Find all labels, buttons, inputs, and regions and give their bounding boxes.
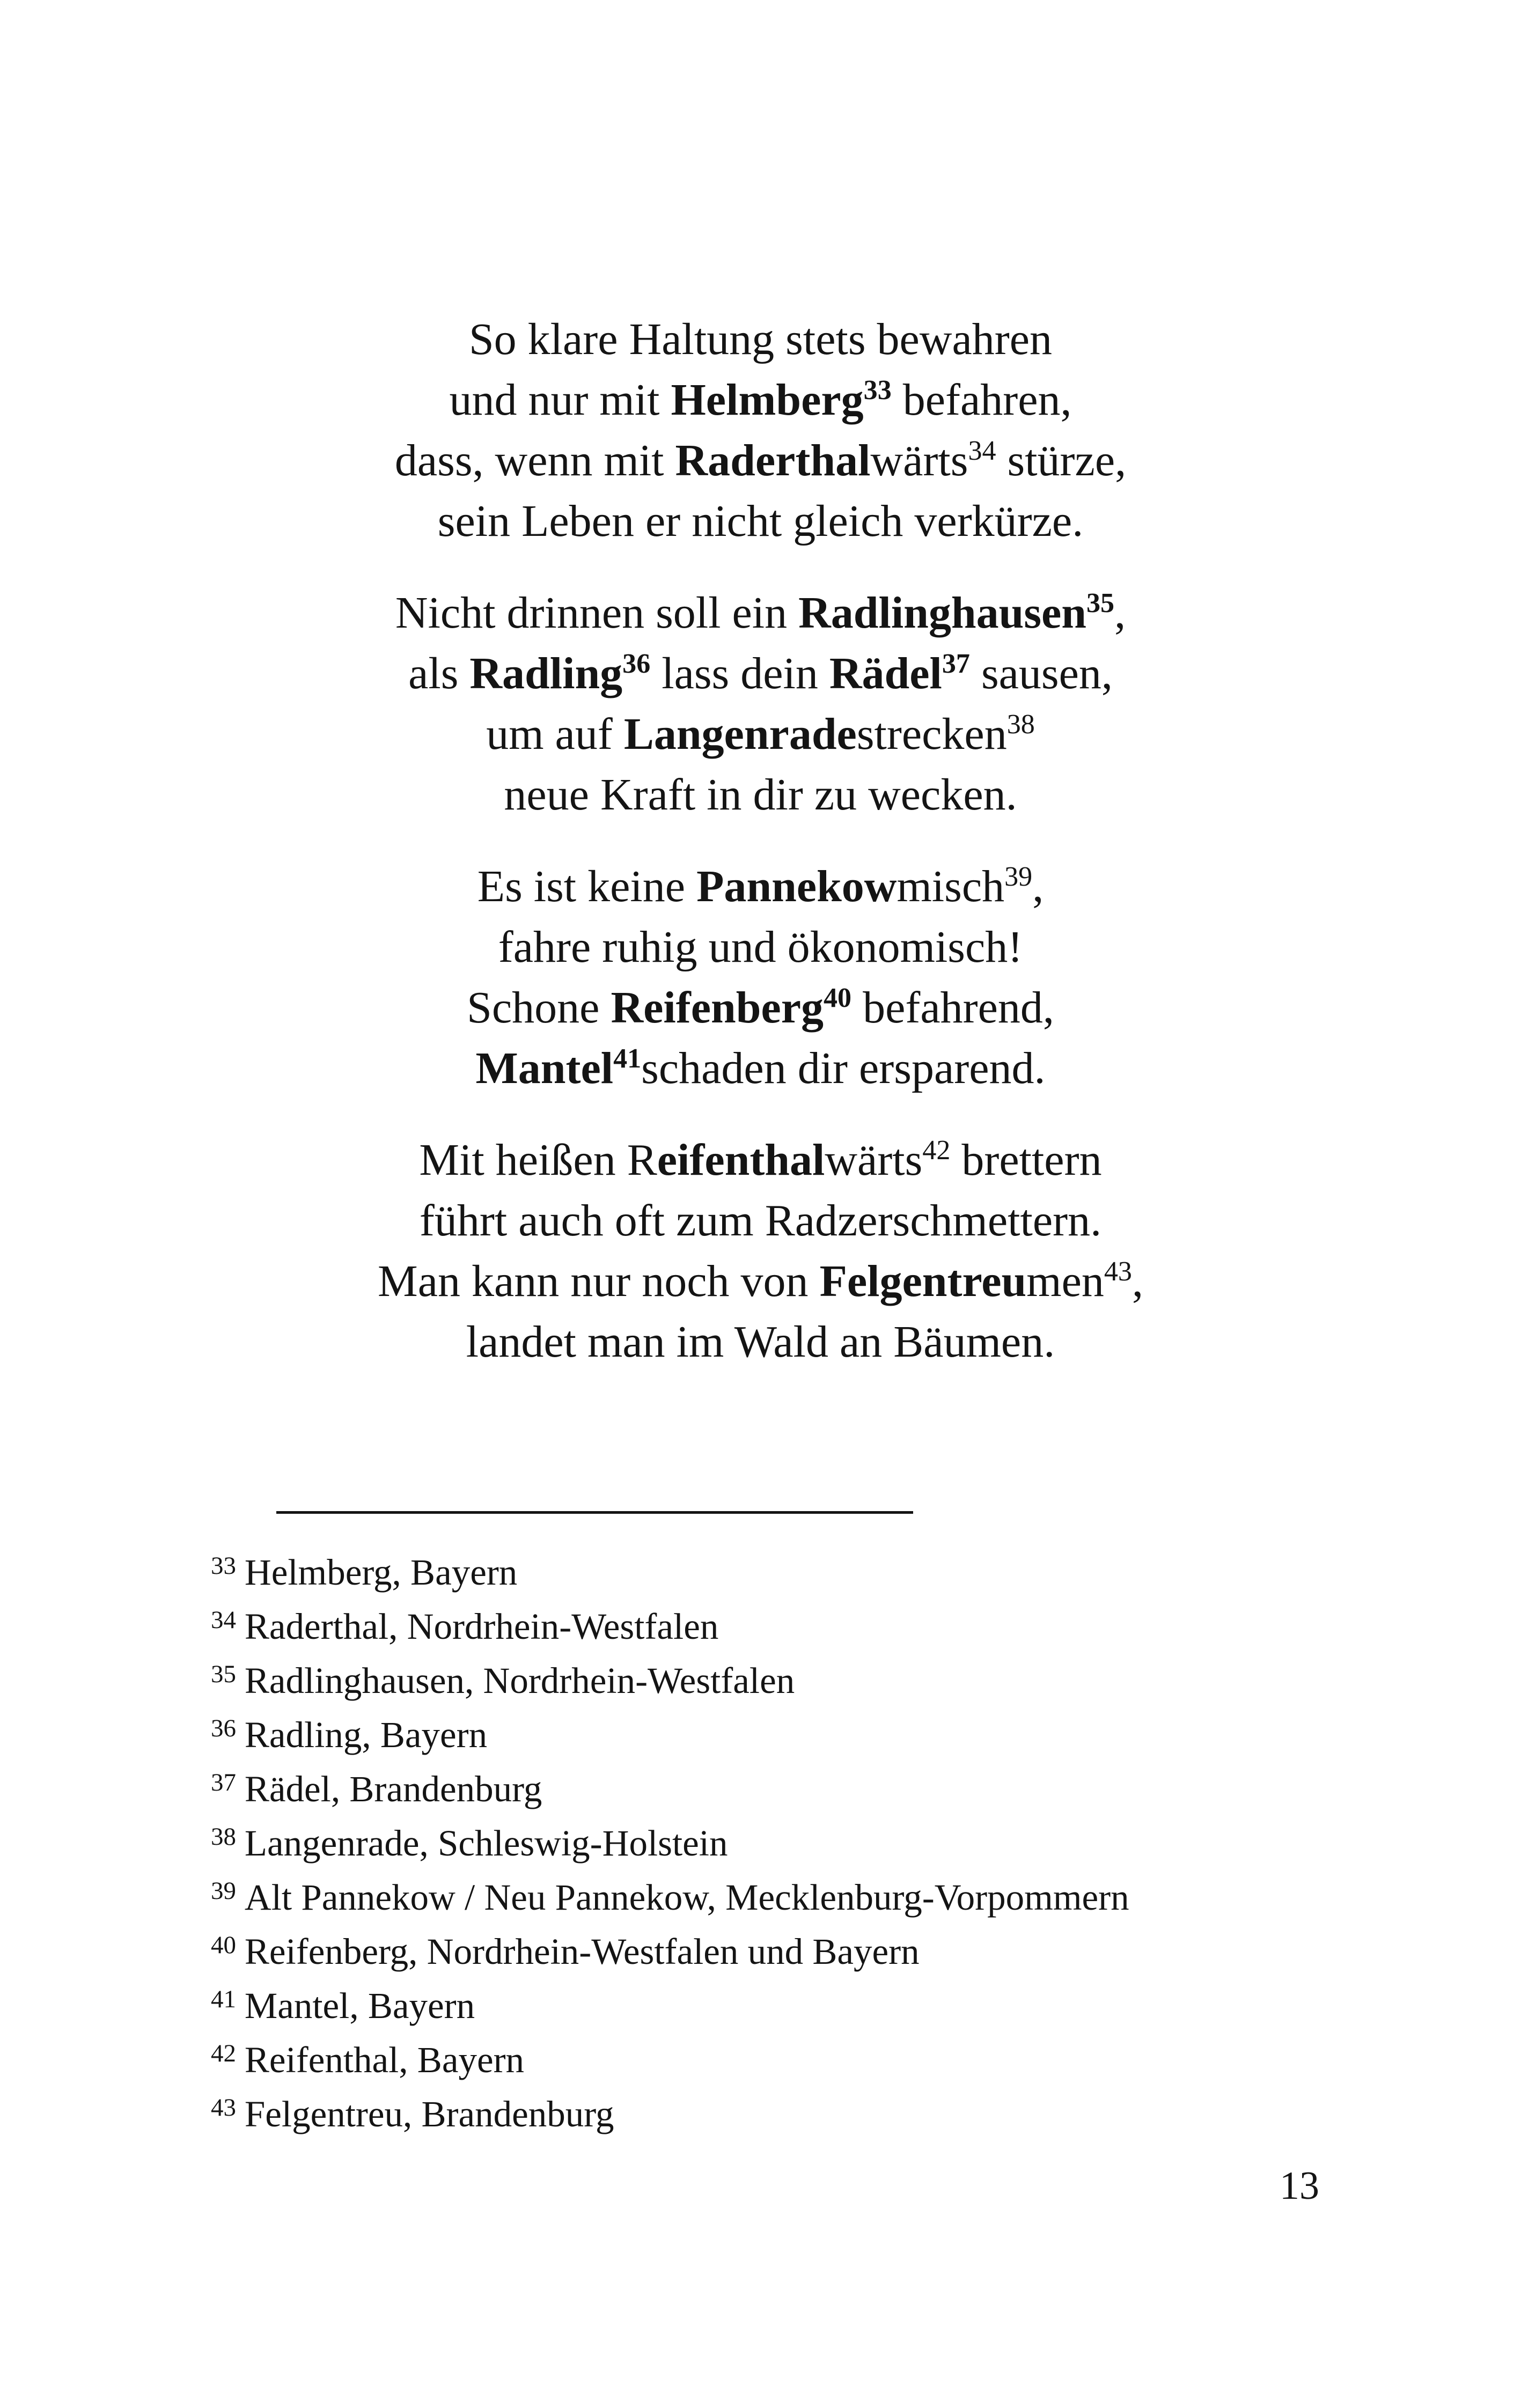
footnote-number: 35 <box>211 1660 236 1689</box>
footnote-marker: 33 <box>863 375 892 406</box>
footnote-item <box>211 1874 1129 1925</box>
poem-line <box>0 981 1521 1035</box>
footnote-text: Radlinghausen, Nordrhein-Westfalen <box>244 1660 795 1701</box>
verse-text: Nicht drinnen soll ein <box>395 588 799 638</box>
poem-line <box>0 1194 1521 1248</box>
footnote-text: Reifenberg, Nordrhein-Westfalen und Bayern <box>244 1931 920 1972</box>
footnote-number: 43 <box>211 2094 236 2122</box>
verse-text: neue Kraft in dir zu wecken. <box>504 770 1017 820</box>
poem-line <box>0 768 1521 822</box>
place-name: Reifenberg <box>611 983 824 1033</box>
verse-text: , <box>1131 1256 1143 1306</box>
place-name: Felgentreu <box>819 1256 1027 1306</box>
place-name: Radling <box>469 649 623 698</box>
footnote-item <box>211 2037 524 2087</box>
footnote-item <box>211 1983 475 2033</box>
footnote-item <box>211 2091 614 2141</box>
footnote-marker: 36 <box>622 649 651 680</box>
verse-text: lass dein <box>650 649 829 698</box>
footnote-number: 40 <box>211 1931 236 1960</box>
footnote-number: 42 <box>211 2039 236 2068</box>
footnote-marker: 35 <box>1086 588 1115 619</box>
verse-text: , <box>1032 861 1044 911</box>
verse-text: und nur mit <box>449 375 671 425</box>
verse-text: dass, wenn mit <box>394 436 675 485</box>
footnote-marker: 42 <box>922 1135 951 1166</box>
footnote-item <box>211 1766 542 1816</box>
place-name: Raderthal <box>675 436 871 485</box>
poem-line <box>0 373 1521 427</box>
footnote-number: 34 <box>211 1606 236 1634</box>
footnote-marker: 41 <box>613 1043 642 1074</box>
place-name: Langenrade <box>623 709 857 759</box>
verse-text: Man kann nur noch von <box>378 1256 820 1306</box>
verse-text: führt auch oft zum Radzerschmettern. <box>419 1196 1102 1246</box>
place-name: Helmberg <box>671 375 864 425</box>
footnote-text: Mantel, Bayern <box>244 1985 475 2026</box>
footnote-text: Langenrade, Schleswig-Holstein <box>244 1823 728 1864</box>
verse-text: als <box>408 649 470 698</box>
footnote-number: 39 <box>211 1877 236 1905</box>
poem-line <box>0 495 1521 548</box>
footnote-text: Rädel, Brandenburg <box>244 1769 542 1809</box>
footnote-number: 36 <box>211 1714 236 1743</box>
verse-text: befahren, <box>891 375 1072 425</box>
footnote-item <box>211 1603 718 1654</box>
poem-line <box>0 1315 1521 1369</box>
verse-text: befahrend, <box>851 983 1054 1033</box>
poem-line <box>0 921 1521 974</box>
poem-line <box>0 708 1521 761</box>
place-name: Mantel <box>475 1043 614 1093</box>
footnote-item <box>211 1712 487 1762</box>
footnote-text: Reifenthal, Bayern <box>244 2039 525 2080</box>
verse-text: misch <box>897 861 1005 911</box>
verse-text: So klare Haltung stets bewahren <box>468 314 1053 364</box>
verse-text: Es ist keine <box>477 861 697 911</box>
page-number: 13 <box>1280 2164 1319 2208</box>
footnote-number: 38 <box>211 1823 236 1851</box>
poem-line <box>0 1255 1521 1308</box>
verse-text: strecken <box>856 709 1007 759</box>
poem-line <box>0 586 1521 640</box>
verse-text: schaden dir ersparend. <box>641 1043 1046 1093</box>
footnote-marker: 38 <box>1006 709 1035 740</box>
poem-line <box>0 434 1521 488</box>
footnote-marker: 34 <box>968 436 996 467</box>
verse-text: , <box>1114 588 1126 638</box>
verse-text: brettern <box>950 1135 1102 1185</box>
footnote-text: Helmberg, Bayern <box>244 1552 518 1593</box>
verse-text: um auf <box>486 709 624 759</box>
footnote-text: Radling, Bayern <box>244 1714 488 1755</box>
footnote-item <box>211 1928 920 1979</box>
place-name: Rädel <box>829 649 942 698</box>
poem-line <box>0 860 1521 914</box>
footnote-marker: 37 <box>942 649 970 680</box>
footnote-text: Alt Pannekow / Neu Pannekow, Mecklenburg-Vorpommern <box>244 1877 1129 1918</box>
verse-text: wärts <box>825 1135 923 1185</box>
place-name: Pannekow <box>696 861 897 911</box>
footnote-item <box>211 1820 728 1871</box>
verse-text: sein Leben er nicht gleich verkürze. <box>437 496 1084 546</box>
footnote-divider <box>276 1511 913 1514</box>
footnote-number: 41 <box>211 1985 236 2014</box>
footnote-marker: 43 <box>1104 1256 1132 1287</box>
verse-text: men <box>1026 1256 1104 1306</box>
poem-line <box>0 1042 1521 1095</box>
verse-text: sausen, <box>969 649 1113 698</box>
verse-text: Mit heißen R <box>419 1135 657 1185</box>
place-name: eifenthal <box>657 1135 825 1185</box>
verse-text: Schone <box>467 983 611 1033</box>
footnote-marker: 40 <box>823 983 852 1014</box>
verse-text: wärts <box>870 436 968 485</box>
footnote-item <box>211 1549 517 1600</box>
footnote-marker: 39 <box>1004 861 1033 893</box>
poem-line <box>0 1133 1521 1187</box>
poem-line <box>0 647 1521 701</box>
footnote-item <box>211 1658 795 1708</box>
poem-line <box>0 313 1521 366</box>
verse-text: fahre ruhig und ökonomisch! <box>498 922 1023 972</box>
verse-text: stürze, <box>996 436 1127 485</box>
place-name: Radlinghausen <box>798 588 1087 638</box>
footnote-text: Raderthal, Nordrhein-Westfalen <box>244 1606 719 1647</box>
footnote-number: 33 <box>211 1552 236 1580</box>
footnote-number: 37 <box>211 1769 236 1797</box>
footnote-text: Felgentreu, Brandenburg <box>244 2094 614 2134</box>
verse-text: landet man im Wald an Bäumen. <box>466 1317 1055 1367</box>
